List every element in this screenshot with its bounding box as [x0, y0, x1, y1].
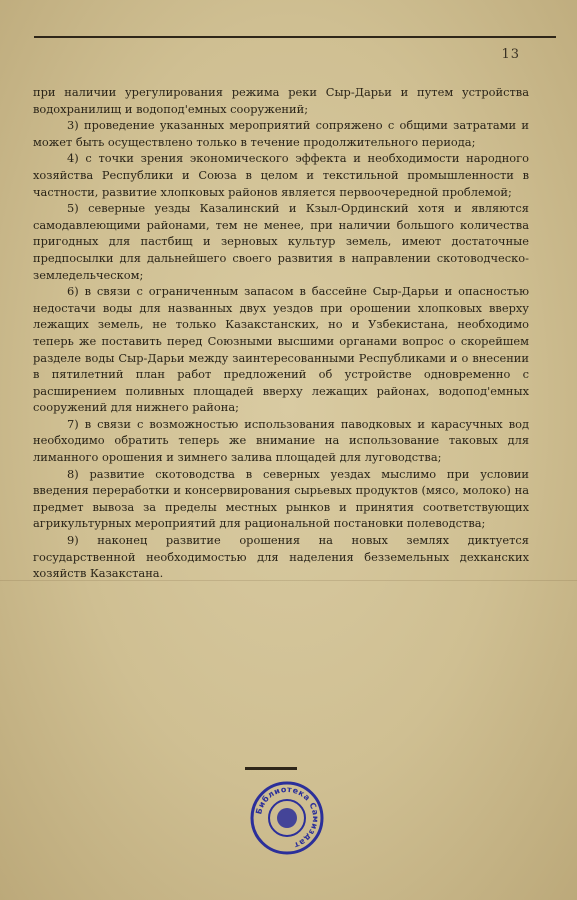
top-rule — [34, 36, 556, 38]
document-body — [33, 84, 529, 582]
page-number: 13 — [501, 47, 520, 62]
paragraph-continuation: при наличии урегулирования режима реки Сыр-Дарьи и путем устройства водохранилищ и водопод'емных сооружений; — [33, 85, 529, 116]
paragraph-item-6: 6) в связи с ограниченным запасом в бассейне Сыр-Дарьи и опасностью недостачи воды для названных двух уездов при орошении хлопковых вверху лежащих земель, не только Казакстанских, но и Узбекистана, необходимо теперь же поставить перед Союзными высшими органами вопрос о скорейшем разделе воды Сыр-Дарьи между заинтересованными Республиками и о внесении в пятилетний план работ предложений об устройстве одновременно с расширением поливных площадей вверху лежащих районах, водопод'емных сооружений для нижнего района; — [33, 284, 529, 415]
svg-text:Библиотека Самиздат: Библиотека Самиздат — [254, 784, 321, 850]
paragraph-item-5: 5) северные уезды Казалинский и Кзыл-Ординский хотя и являются самодавлеющими районами, тем не менее, при наличии большого количества пригодных для пастбищ и зерновых культур земель, имеют достаточные предпосылки для дальнейшего своего развития в направлении скотоводческо-земледельческом; — [33, 201, 529, 282]
paragraph-item-7: 7) в связи с возможностью использования паводковых и карасучных вод необходимо обратить теперь же внимание на использование таковых для лиманного орошения и зимнего залива площадей для луговодства; — [33, 416, 529, 465]
end-rule — [245, 767, 297, 770]
library-stamp — [249, 780, 325, 856]
paragraph-item-4: 4) с точки зрения экономического эффекта и необходимости народного хозяйства Республики и Союза в целом и текстильной промышленности в частности, развитие хлопковых районов является первоочередной проблемой; — [33, 151, 529, 199]
paragraph-item-8: 8) развитие скотоводства в северных уездах мыслимо при условии введения переработки и консервирования сырьевых продуктов (мясо, молоко) на предмет вывоза за пределы местных рынков и принятия соответствующих агрикультурных мероприятий для рациональной постановки полеводства; — [33, 466, 529, 531]
paragraph-item-3: 3) проведение указанных мероприятий сопряжено с общими затратами и может быть осуществлено только в течение продолжительного периода; — [33, 118, 529, 149]
paragraph-item-9: 9) наконец развитие орошения на новых землях диктуется государственной необходимостью для наделения безземельных дехканских хозяйств Казакстана. — [33, 533, 529, 581]
